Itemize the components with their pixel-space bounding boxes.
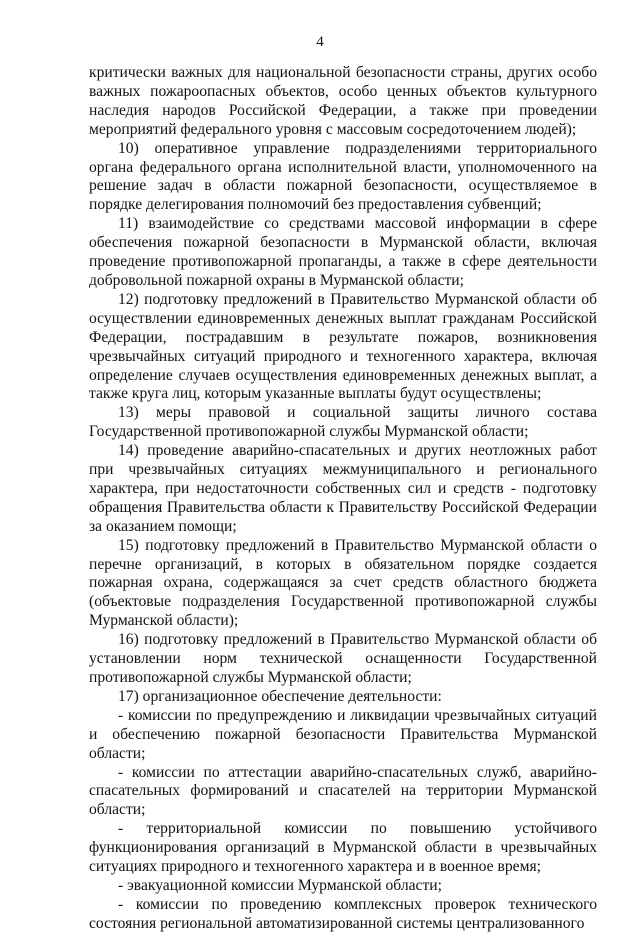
paragraph-item-16: 16) подготовку предложений в Правительство Мурманской области об установлении норм технической оснащенности Государственной противопожарной службы Мурманской области;	[89, 631, 597, 686]
paragraph-item-11: 11) взаимодействие со средствами массовой информации в сфере обеспечения пожарной безопасности в Мурманской области, включая проведение противопожарной пропаганды, а также в сфере деятельности добровольной пожарной охраны в Мурманской области;	[89, 215, 597, 289]
list-item-commission-sustainability: - территориальной комиссии по повышению устойчивого функционирования организаций в Мурманской области в чрезвычайных ситуациях природного и техногенного характера и в военное время;	[89, 820, 597, 876]
list-item-commission-evacuation: - эвакуационной комиссии Мурманской области;	[118, 876, 442, 894]
document-body	[89, 64, 597, 934]
paragraph-continuation: критически важных для национальной безопасности страны, других особо важных пожароопасных объектов, особо ценных объектов культурного наследия народов Российской Федерации, а также при проведении мероприятий федерального уровня с массовым сосредоточением людей);	[89, 64, 597, 138]
list-item-commission-emergencies: - комиссии по предупреждению и ликвидации чрезвычайных ситуаций и обеспечению пожарной безопасности Правительства Мурманской области;	[89, 706, 597, 762]
paragraph-item-10: 10) оперативное управление подразделениями территориального органа федерального органа исполнительной власти, уполномоченного на решение задач в области пожарной безопасности, осуществляемое в порядке делегирования полномочий без предоставления субвенций;	[89, 139, 597, 214]
paragraph-item-15: 15) подготовку предложений в Правительство Мурманской области о перечне организаций, в которых в обязательном порядке создается пожарная охрана, содержащаяся за счет средств областного бюджета (объектовые подразделения Государственной противопожарной службы Мурманской области);	[89, 536, 597, 630]
list-item-commission-attestation: - комиссии по аттестации аварийно-спасательных служб, аварийно-спасательных формирований и спасателей на территории Мурманской области;	[89, 763, 597, 819]
paragraph-item-14: 14) проведение аварийно-спасательных и других неотложных работ при чрезвычайных ситуациях межмуниципального и регионального характера, при недостаточности собственных сил и средств - подготовку обращения Правительства области к Правительству Российской Федерации за оказанием помощи;	[89, 442, 597, 535]
paragraph-item-12: 12) подготовку предложений в Правительство Мурманской области об осуществлении единовременных денежных выплат гражданам Российской Федерации, пострадавшим в результате пожаров, возникновения чрезвычайных ситуаций природного и техногенного характера, включая определение случаев осуществления единовременных денежных выплат, а также круга лиц, которым указанные выплаты будут осуществлены;	[89, 290, 597, 403]
list-item-commission-inspections: - комиссии по проведению комплексных проверок технического состояния региональной автоматизированной системы централизованного	[89, 895, 597, 932]
paragraph-item-13: 13) меры правовой и социальной защиты личного состава Государственной противопожарной службы Мурманской области;	[89, 404, 597, 441]
paragraph-item-17: 17) организационное обеспечение деятельности:	[118, 687, 442, 705]
page-number: 4	[316, 34, 324, 50]
